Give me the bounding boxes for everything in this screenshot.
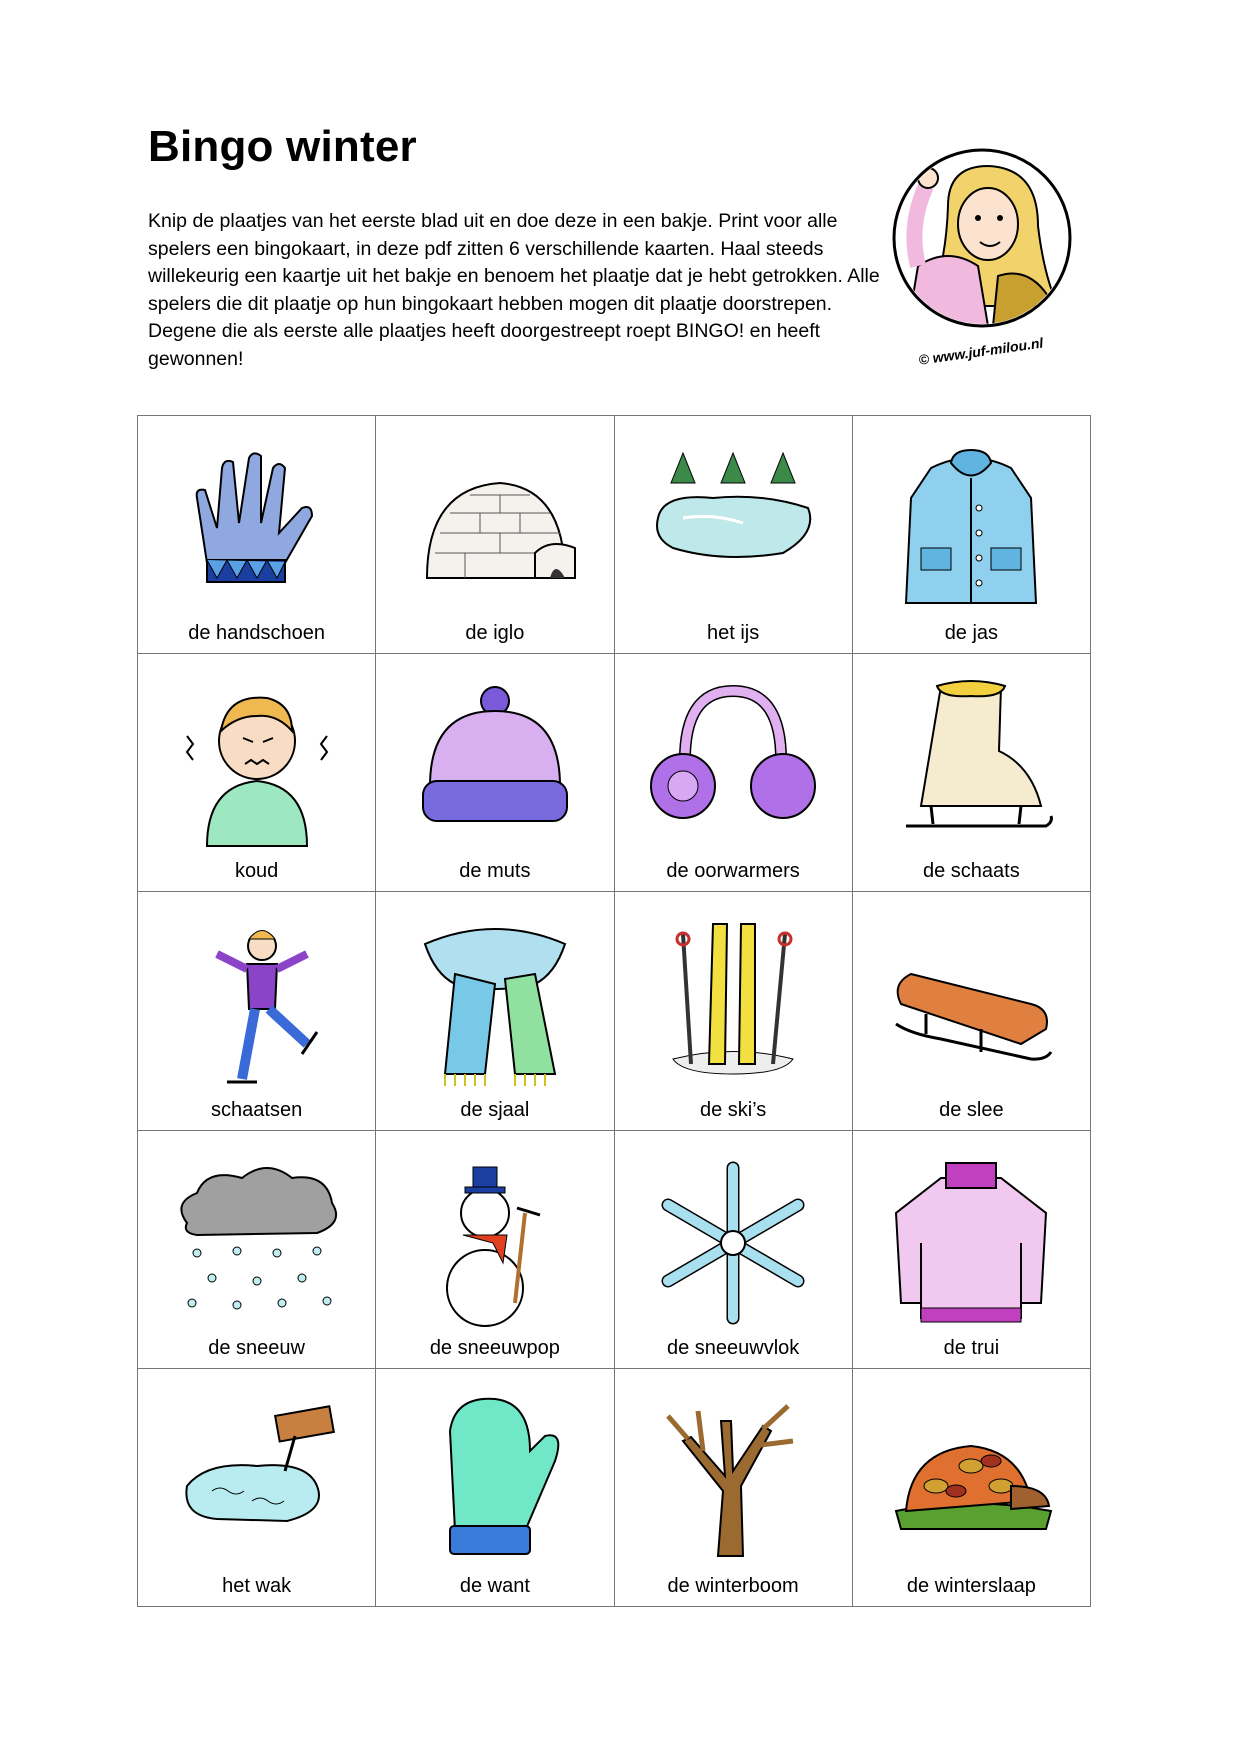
logo-caption: © www.juf-milou.nl bbox=[917, 334, 1045, 368]
snowman-icon bbox=[405, 1153, 585, 1333]
juf-milou-logo bbox=[888, 146, 1076, 376]
bingo-card bbox=[615, 1369, 853, 1607]
bingo-card bbox=[376, 1131, 614, 1369]
igloo-icon bbox=[405, 438, 585, 618]
bingo-card bbox=[615, 892, 853, 1130]
card-label: de slee bbox=[939, 1098, 1004, 1121]
bingo-card bbox=[615, 654, 853, 892]
snowflake-icon bbox=[643, 1153, 823, 1333]
bare-tree-icon bbox=[643, 1391, 823, 1571]
bingo-card bbox=[615, 1131, 853, 1369]
bingo-card bbox=[853, 1369, 1091, 1607]
snow-cloud-icon bbox=[167, 1153, 347, 1333]
card-label: schaatsen bbox=[211, 1098, 303, 1121]
bingo-card bbox=[138, 892, 376, 1130]
bingo-card bbox=[376, 892, 614, 1130]
card-label: de sneeuw bbox=[208, 1336, 305, 1359]
bingo-card bbox=[615, 416, 853, 654]
card-label: de ski’s bbox=[699, 1098, 767, 1121]
bingo-card bbox=[376, 1369, 614, 1607]
card-label: de handschoen bbox=[188, 622, 326, 645]
bingo-card bbox=[853, 654, 1091, 892]
scarf-icon bbox=[405, 914, 585, 1094]
cold-boy-icon bbox=[167, 676, 347, 856]
bingo-card bbox=[138, 654, 376, 892]
bingo-card bbox=[853, 892, 1091, 1130]
page-title: Bingo winter bbox=[148, 122, 417, 171]
skis-icon bbox=[643, 914, 823, 1094]
card-label: de jas bbox=[944, 622, 999, 645]
sweater-icon bbox=[881, 1153, 1061, 1333]
card-label: de muts bbox=[459, 860, 531, 883]
bingo-card bbox=[138, 1369, 376, 1607]
card-label: de sneeuwvlok bbox=[666, 1336, 800, 1359]
bingo-card bbox=[376, 416, 614, 654]
card-label: koud bbox=[234, 860, 279, 883]
card-label: het wak bbox=[222, 1574, 292, 1597]
bingo-grid bbox=[137, 415, 1091, 1607]
card-label: de oorwarmers bbox=[666, 860, 800, 883]
card-label: de sneeuwpop bbox=[429, 1336, 560, 1359]
instructions-text: Knip de plaatjes van het eerste blad uit en doe deze in een bakje. Print voor alle spelers een bingokaart, in deze pdf zitten 6 verschillende kaarten. Haal steeds willekeurig een kaartje uit het bakje en benoem het plaatje dat je hebt getrokken. Alle spelers die dit plaatje op hun bingokaart hebben mogen dit plaatje doorstrepen. Degene die als eerste alle plaatjes heeft doorgestreept roept BINGO! en heeft gewonnen! bbox=[148, 210, 880, 370]
card-label: het ijs bbox=[707, 622, 760, 645]
bingo-card bbox=[138, 1131, 376, 1369]
mitten-icon bbox=[405, 1391, 585, 1571]
card-label: de want bbox=[459, 1574, 530, 1597]
earmuffs-icon bbox=[643, 676, 823, 856]
card-label: de schaats bbox=[923, 860, 1020, 883]
ice-skate-icon bbox=[881, 676, 1061, 856]
card-label: de winterslaap bbox=[906, 1574, 1036, 1597]
card-label: de winterboom bbox=[667, 1574, 799, 1597]
bingo-card bbox=[376, 654, 614, 892]
bingo-card bbox=[853, 416, 1091, 654]
card-label: de sjaal bbox=[460, 1098, 530, 1121]
coat-icon bbox=[881, 438, 1061, 618]
hibernating-hedgehog-icon bbox=[881, 1391, 1061, 1571]
skater-icon bbox=[167, 914, 347, 1094]
bingo-card bbox=[138, 416, 376, 654]
sled-icon bbox=[881, 914, 1061, 1094]
frozen-pond-icon bbox=[643, 438, 823, 618]
glove-icon bbox=[167, 438, 347, 618]
ice-hole-icon bbox=[167, 1391, 347, 1571]
bingo-card bbox=[853, 1131, 1091, 1369]
card-label: de trui bbox=[943, 1336, 1000, 1359]
card-label: de iglo bbox=[465, 622, 525, 645]
beanie-icon bbox=[405, 676, 585, 856]
